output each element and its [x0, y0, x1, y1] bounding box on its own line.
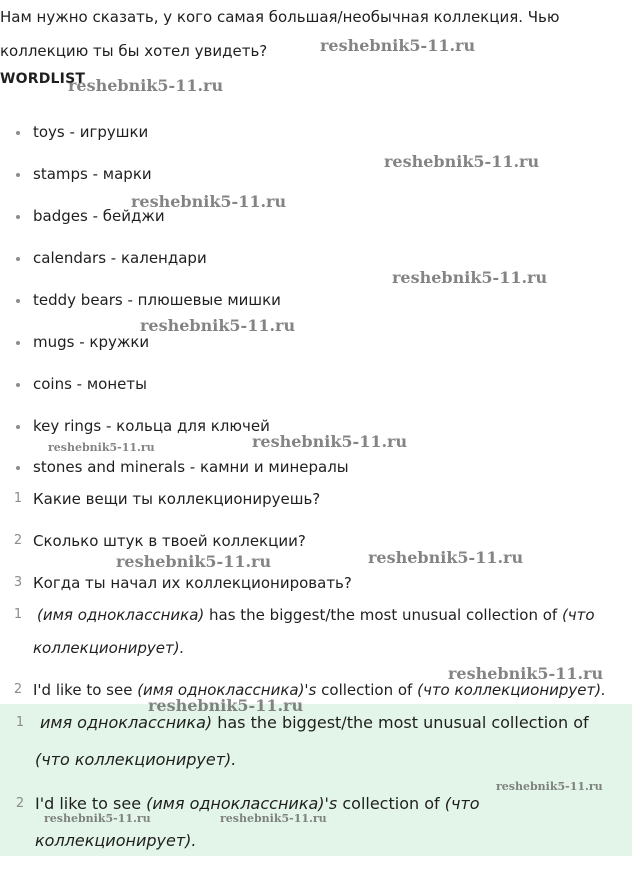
placeholder-collection: (что коллекционирует). — [35, 750, 237, 769]
bullet-icon — [16, 131, 20, 135]
bullet-icon — [16, 466, 20, 470]
watermark: reshebnik5-11.ru — [140, 316, 296, 335]
wordlist-heading: WORDLIST — [0, 71, 86, 87]
watermark: reshebnik5-11.ru — [131, 192, 287, 211]
intro-line-2: коллекцию ты бы хотел увидеть? — [0, 42, 268, 60]
intro-line-1: Нам нужно сказать, у кого самая большая/необычная коллекция. Чью — [0, 8, 560, 26]
answer-number: 1 — [15, 715, 25, 730]
answer-text: I'd like to see — [35, 794, 147, 813]
placeholder-classmate: имя одноклассника) — [40, 713, 213, 732]
watermark: reshebnik5-11.ru — [148, 696, 304, 715]
bullet-icon — [16, 341, 20, 345]
question-number: 1 — [13, 491, 23, 506]
watermark: reshebnik5-11.ru — [392, 268, 548, 287]
placeholder-collection: (что коллекционирует). — [417, 681, 606, 699]
bullet-icon — [16, 299, 20, 303]
list-item: key rings - кольца для ключей — [33, 417, 270, 435]
watermark: reshebnik5-11.ru — [448, 664, 604, 683]
sentence-text: collection of — [316, 681, 418, 699]
list-item: calendars - календари — [33, 249, 207, 267]
placeholder-collection-end: коллекционирует). — [35, 831, 197, 850]
watermark: reshebnik5-11.ru — [44, 812, 151, 825]
placeholder-classmate: (имя одноклассника)'s — [137, 681, 317, 699]
answer-text: collection of — [337, 794, 445, 813]
answer-text: has the biggest/the most unusual collection of — [212, 713, 589, 732]
list-item: coins - монеты — [33, 375, 147, 393]
placeholder-collection: (что — [561, 606, 595, 624]
watermark: reshebnik5-11.ru — [496, 780, 603, 793]
watermark: reshebnik5-11.ru — [220, 812, 327, 825]
answer-number: 2 — [15, 796, 25, 811]
list-item: mugs - кружки — [33, 333, 150, 351]
sentence-number: 1 — [13, 607, 23, 622]
question-number: 2 — [13, 533, 23, 548]
answer-2-line-2 — [35, 831, 196, 850]
watermark: reshebnik5-11.ru — [320, 36, 476, 55]
watermark: reshebnik5-11.ru — [116, 552, 272, 571]
sentence-2 — [33, 681, 606, 699]
list-item: badges - бейджи — [33, 207, 165, 225]
list-item: teddy bears - плюшевые мишки — [33, 291, 281, 309]
placeholder-collection-end: коллекционирует). — [33, 639, 185, 657]
sentence-text: has the biggest/the most unusual collection of — [204, 606, 562, 624]
answer-2-line-1 — [35, 794, 480, 813]
sentence-1-line-1 — [37, 606, 595, 624]
sentence-1-line-2 — [33, 639, 184, 657]
bullet-icon — [16, 425, 20, 429]
watermark: reshebnik5-11.ru — [68, 76, 224, 95]
bullet-icon — [16, 383, 20, 387]
sentence-number: 2 — [13, 682, 23, 697]
bullet-icon — [16, 173, 20, 177]
bullet-icon — [16, 257, 20, 261]
question-item: Какие вещи ты коллекционируешь? — [33, 490, 321, 508]
sentence-text: I'd like to see — [33, 681, 138, 699]
answer-1-line-2 — [35, 750, 236, 769]
question-item: Когда ты начал их коллекционировать? — [33, 574, 352, 592]
question-item: Сколько штук в твоей коллекции? — [33, 532, 306, 550]
watermark: reshebnik5-11.ru — [384, 152, 540, 171]
answer-1-line-1 — [40, 713, 589, 732]
bullet-icon — [16, 215, 20, 219]
watermark: reshebnik5-11.ru — [368, 548, 524, 567]
placeholder-classmate: (имя одноклассника)'s — [146, 794, 338, 813]
list-item: stamps - марки — [33, 165, 152, 183]
placeholder-classmate: (имя одноклассника) — [37, 606, 205, 624]
placeholder-collection: (что — [444, 794, 480, 813]
list-item: stones and minerals - камни и минералы — [33, 458, 349, 476]
list-item: toys - игрушки — [33, 123, 149, 141]
watermark: reshebnik5-11.ru — [252, 432, 408, 451]
watermark: reshebnik5-11.ru — [48, 441, 155, 454]
question-number: 3 — [13, 575, 23, 590]
